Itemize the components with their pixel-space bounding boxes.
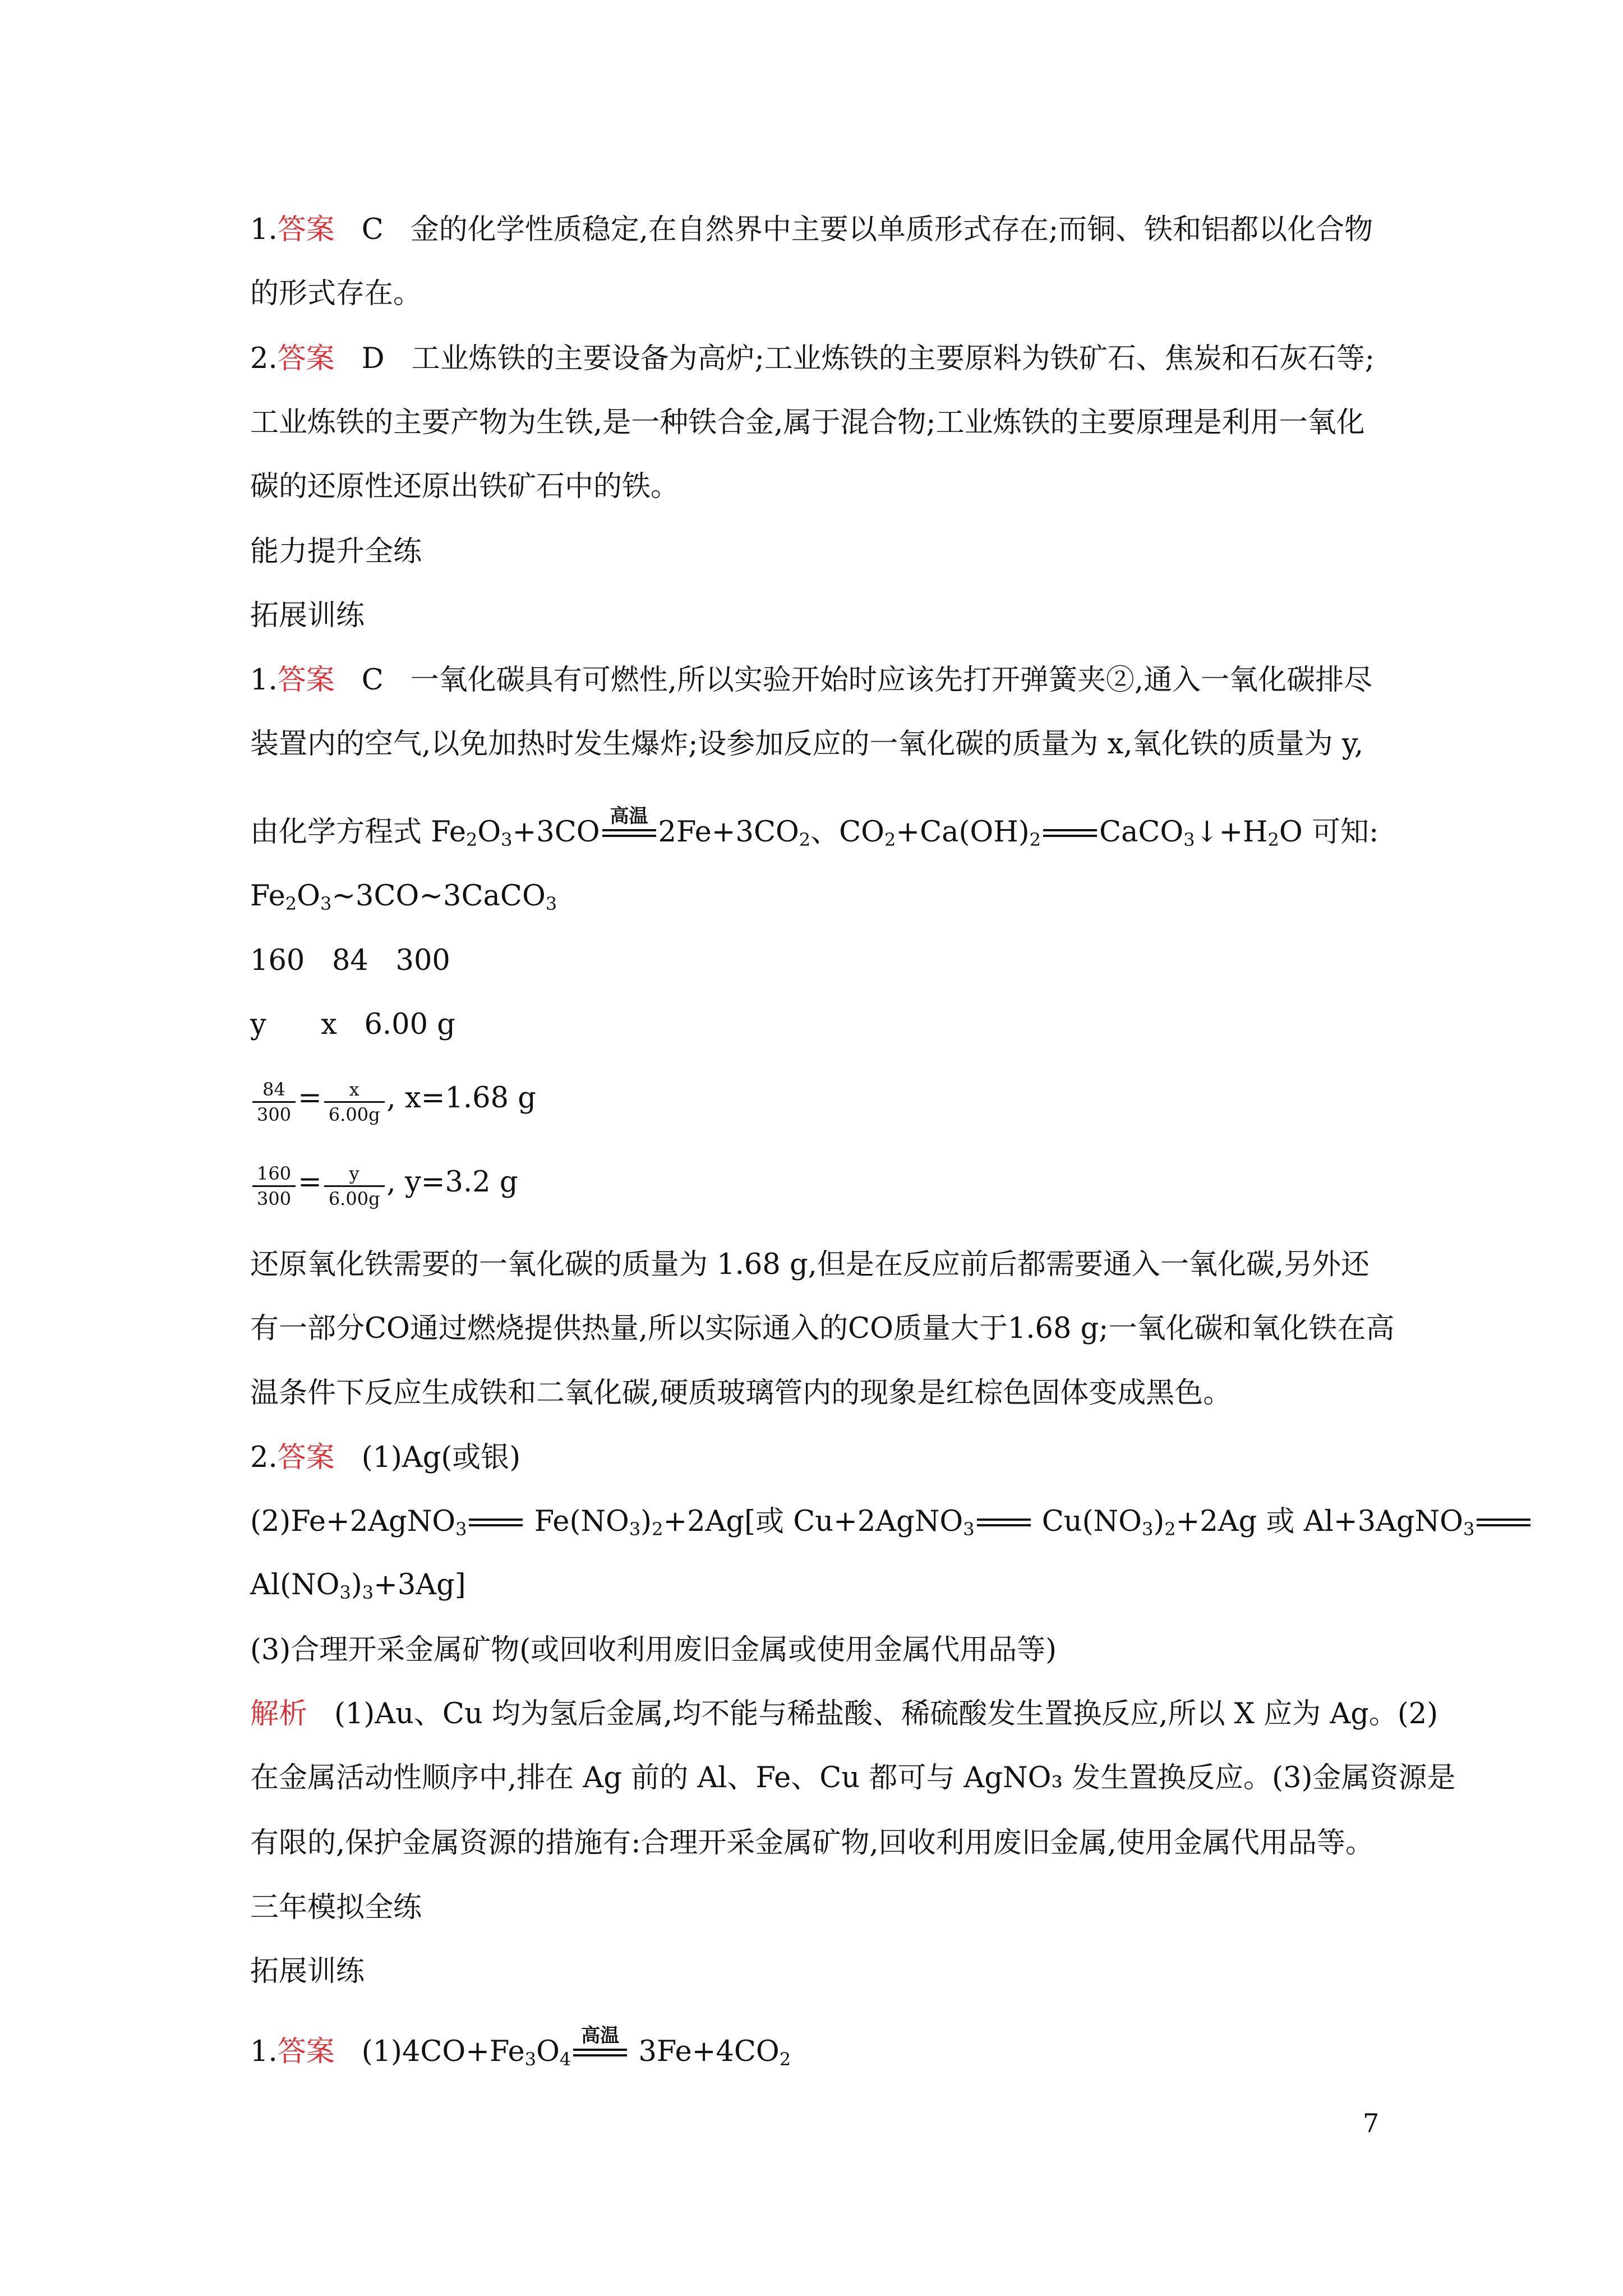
- reaction-condition-sign: [573, 2024, 627, 2056]
- p3-answer-label: 答案: [277, 2035, 335, 2068]
- p1-line-2: 装置内的空气,以免加热时发生爆炸;设参加反应的一氧化碳的质量为 x,氧化铁的质量为 y,: [250, 728, 1364, 761]
- p1-number: 1.: [250, 664, 278, 697]
- reaction-condition: 高温: [610, 805, 648, 827]
- p1-unknown-line: y x 6.00 g: [250, 1008, 455, 1041]
- p2-analysis-line-1: [250, 1693, 1438, 1736]
- page-number: 7: [1363, 2108, 1380, 2138]
- p1-choice: C: [361, 664, 384, 697]
- p1-result-x: , x=1.68 g: [386, 1082, 536, 1115]
- q2-line-1: [250, 338, 1389, 380]
- p1-answer-label: 答案: [277, 664, 335, 697]
- p2-number: 2.: [250, 1441, 278, 1474]
- section-heading-extension-1: 拓展训练: [250, 599, 365, 632]
- q2-line-3: 碳的还原性还原出铁矿石中的铁。: [250, 470, 680, 503]
- reaction-condition: 高温: [581, 2024, 620, 2047]
- q2-choice: D: [361, 342, 385, 375]
- chemical-equation-al-agno3-part: Al+3AgNO$_3$: [1304, 1505, 1533, 1538]
- q2-text-1: 工业炼铁的主要设备为高炉;工业炼铁的主要原料为铁矿石、焦炭和石灰石等;: [411, 342, 1375, 375]
- p2-analysis-text-1: (1)Au、Cu 均为氢后金属,均不能与稀盐酸、稀硫酸发生置换反应,所以 X 应为 Ag。(2): [334, 1697, 1438, 1731]
- section-heading-ability: 能力提升全练: [250, 535, 422, 568]
- q2-number: 2.: [250, 342, 278, 375]
- p2-analysis-line-2: 在金属活动性顺序中,排在 Ag 前的 Al、Fe、Cu 都可与 AgNO₃ 发生置换反应。(3)金属资源是: [250, 1761, 1456, 1795]
- p3-number: 1.: [250, 2035, 278, 2068]
- q1-text-1: 金的化学性质稳定,在自然界中主要以单质形式存在;而铜、铁和铝都以化合物: [410, 213, 1373, 246]
- chemical-equation-co-fe3o4: $4CO+Fe_3O_4$ 高温 $3Fe+4CO_2$: [402, 2024, 791, 2070]
- section-heading-extension-2: 拓展训练: [250, 1955, 365, 1988]
- chemical-equation-cu-agno3: Cu+2AgNO$_3$ $Cu(NO_3)_2+2Ag$: [793, 1505, 1257, 1540]
- p2-answer-1: (1)Ag(或银): [361, 1441, 521, 1474]
- p1-equation-line: [250, 805, 1389, 854]
- chemical-equation-al-agno3-product: $Al(NO_3)_3+3Ag$: [250, 1568, 455, 1603]
- chemical-equation-fe-agno3: Fe+2AgNO$_3$ $Fe(NO_3)_2+2Ag$: [291, 1505, 745, 1540]
- p1-equation-prefix: 由化学方程式: [250, 816, 431, 849]
- q1-number: 1.: [250, 213, 278, 246]
- p3-line-1: [250, 2024, 1389, 2073]
- q1-line-1: [250, 209, 1389, 251]
- fraction-84-300: $\frac{84}{300}$: [252, 1079, 296, 1125]
- equals-sign: [1043, 829, 1097, 837]
- p1-text-1: 一氧化碳具有可燃性,所以实验开始时应该先打开弹簧夹②,通入一氧化碳排尽: [410, 664, 1373, 697]
- chemical-equation-1: $Fe_2O_3+3CO$ 高温 $2Fe+3CO_2$、$CO_2+Ca(OH)_2$ $CaCO_3↓+H_2O$: [431, 805, 1303, 850]
- q1-choice: C: [361, 213, 384, 246]
- p1-conclusion-1: 还原氧化铁需要的一氧化碳的质量为 1.68 g,但是在反应前后都需要通入一氧化碳,另外还: [250, 1248, 1370, 1281]
- q1-line-2: 的形式存在。: [250, 277, 422, 310]
- fraction-y-600: $\frac{y}{6.00g}$: [324, 1163, 385, 1209]
- p1-relation-line: $Fe_2O_3\sim 3CO\sim 3CaCO_3$: [250, 880, 557, 914]
- p1-line-1: [250, 659, 1389, 702]
- fraction-160-300: $\frac{160}{300}$: [252, 1163, 296, 1209]
- q1-answer-label: 答案: [277, 213, 335, 246]
- p1-equation-suffix: 可知:: [1311, 816, 1379, 849]
- fraction-x-600: $\frac{x}{6.00g}$: [324, 1079, 385, 1125]
- q2-answer-label: 答案: [277, 342, 335, 375]
- p2-answer-3: (3)合理开采金属矿物(或回收利用废旧金属或使用金属代用品等): [250, 1634, 1057, 1667]
- p2-answer-2-line-2: $Al(NO_3)_3+3Ag$]: [250, 1568, 466, 1603]
- p1-fraction-line-2: $\frac{160}{300}$ = $\frac{y}{6.00g}$ , y=3.2 g: [250, 1161, 1389, 1204]
- p2-answer-label: 答案: [277, 1441, 335, 1474]
- p1-result-y: , y=3.2 g: [386, 1166, 518, 1199]
- p1-conclusion-2: 有一部分CO通过燃烧提供热量,所以实际通入的CO质量大于1.68 g;一氧化碳和氧化铁在高: [250, 1312, 1395, 1345]
- p2-answer-2-alt-2: 或: [1266, 1505, 1304, 1538]
- p1-fraction-line-1: $\frac{84}{300}$ = $\frac{x}{6.00g}$ , x=1.68 g: [250, 1077, 1389, 1120]
- reaction-condition-sign: [602, 805, 656, 837]
- p2-line-1: [250, 1437, 1389, 1479]
- p3-prefix: (1): [361, 2035, 402, 2068]
- p2-analysis-label: 解析: [250, 1697, 308, 1731]
- q2-line-2: 工业炼铁的主要产物为生铁,是一种铁合金,属于混合物;工业炼铁的主要原理是利用一氧化: [250, 406, 1365, 439]
- p1-conclusion-3: 温条件下反应生成铁和二氧化碳,硬质玻璃管内的现象是红棕色固体变成黑色。: [250, 1377, 1232, 1410]
- p2-analysis-line-3: 有限的,保护金属资源的措施有:合理开采金属矿物,回收利用废旧金属,使用金属代用品等。: [250, 1826, 1374, 1860]
- section-heading-three-year: 三年模拟全练: [250, 1891, 422, 1924]
- p1-ratio-line: 160 84 300: [250, 944, 450, 977]
- p2-answer-2-alt-1: [或: [744, 1505, 794, 1538]
- p2-answer-2-line-1: [250, 1501, 1475, 1543]
- p2-answer-2-prefix: (2): [250, 1505, 291, 1538]
